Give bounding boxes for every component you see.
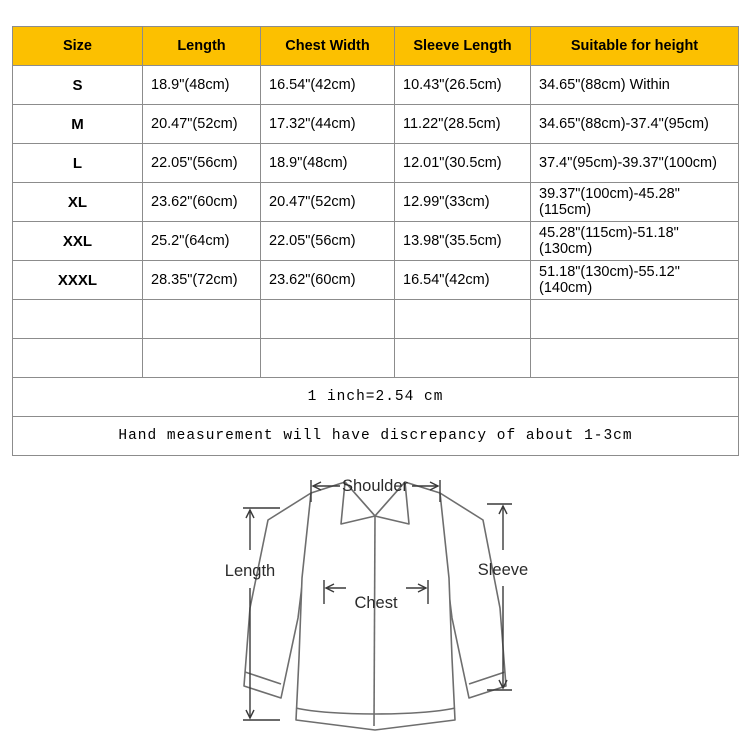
cell-size: M [13, 105, 143, 144]
table-row [13, 105, 739, 144]
cell-sleeve: 13.98"(35.5cm) [395, 222, 531, 261]
cell-height: 34.65"(88cm)-37.4"(95cm) [531, 105, 739, 144]
cell-chest: 18.9"(48cm) [261, 144, 395, 183]
cell-chest: 17.32"(44cm) [261, 105, 395, 144]
cell-size: XXXL [13, 261, 143, 300]
cell-sleeve: 12.99"(33cm) [395, 183, 531, 222]
size-table-container [12, 26, 738, 456]
note-measurement-discrepancy: Hand measurement will have discrepancy of about 1-3cm [13, 417, 739, 456]
cell-height: 39.37"(100cm)-45.28"(115cm) [531, 183, 739, 222]
label-chest: Chest [354, 594, 398, 612]
cell-length: 22.05"(56cm) [143, 144, 261, 183]
cell-height [531, 300, 739, 339]
garment-measurement-diagram [0, 458, 750, 750]
cell-sleeve: 12.01"(30.5cm) [395, 144, 531, 183]
cell-chest: 20.47"(52cm) [261, 183, 395, 222]
cell-size: L [13, 144, 143, 183]
cell-size [13, 300, 143, 339]
cell-length [143, 300, 261, 339]
cell-height: 45.28"(115cm)-51.18"(130cm) [531, 222, 739, 261]
cell-length: 28.35"(72cm) [143, 261, 261, 300]
cell-sleeve: 11.22"(28.5cm) [395, 105, 531, 144]
column-header-size: Size [13, 27, 143, 66]
cell-sleeve [395, 300, 531, 339]
note-inch-conversion: 1 inch=2.54 cm [13, 378, 739, 417]
cell-height: 37.4"(95cm)-39.37"(100cm) [531, 144, 739, 183]
cell-chest: 22.05"(56cm) [261, 222, 395, 261]
cell-chest [261, 300, 395, 339]
table-row-empty [13, 339, 739, 378]
size-table-body [13, 66, 739, 456]
cell-chest: 23.62"(60cm) [261, 261, 395, 300]
cell-height [531, 339, 739, 378]
column-header-suitable-height: Suitable for height [531, 27, 739, 66]
cell-size: S [13, 66, 143, 105]
cell-sleeve: 10.43"(26.5cm) [395, 66, 531, 105]
cell-size [13, 339, 143, 378]
label-sleeve: Sleeve [477, 561, 529, 579]
cell-chest [261, 339, 395, 378]
table-header-row [13, 27, 739, 66]
column-header-sleeve-length: Sleeve Length [395, 27, 531, 66]
table-row [13, 183, 739, 222]
column-header-chest-width: Chest Width [261, 27, 395, 66]
table-row [13, 222, 739, 261]
table-row [13, 144, 739, 183]
cell-sleeve [395, 339, 531, 378]
cell-height: 51.18"(130cm)-55.12"(140cm) [531, 261, 739, 300]
label-length: Length [224, 562, 276, 580]
table-note-row [13, 417, 739, 456]
button-placket [374, 516, 375, 726]
cell-chest: 16.54"(42cm) [261, 66, 395, 105]
cell-height: 34.65"(88cm) Within [531, 66, 739, 105]
size-table [12, 26, 739, 456]
cell-sleeve: 16.54"(42cm) [395, 261, 531, 300]
table-note-row [13, 378, 739, 417]
cell-size: XL [13, 183, 143, 222]
cell-length: 20.47"(52cm) [143, 105, 261, 144]
table-row-empty [13, 300, 739, 339]
cell-length: 25.2"(64cm) [143, 222, 261, 261]
cell-length: 23.62"(60cm) [143, 183, 261, 222]
cell-length: 18.9"(48cm) [143, 66, 261, 105]
cell-length [143, 339, 261, 378]
table-row [13, 66, 739, 105]
column-header-length: Length [143, 27, 261, 66]
label-shoulder: Shoulder [341, 477, 409, 495]
cell-size: XXL [13, 222, 143, 261]
size-table-header [13, 27, 739, 66]
shirt-diagram-svg [0, 458, 750, 750]
table-row [13, 261, 739, 300]
